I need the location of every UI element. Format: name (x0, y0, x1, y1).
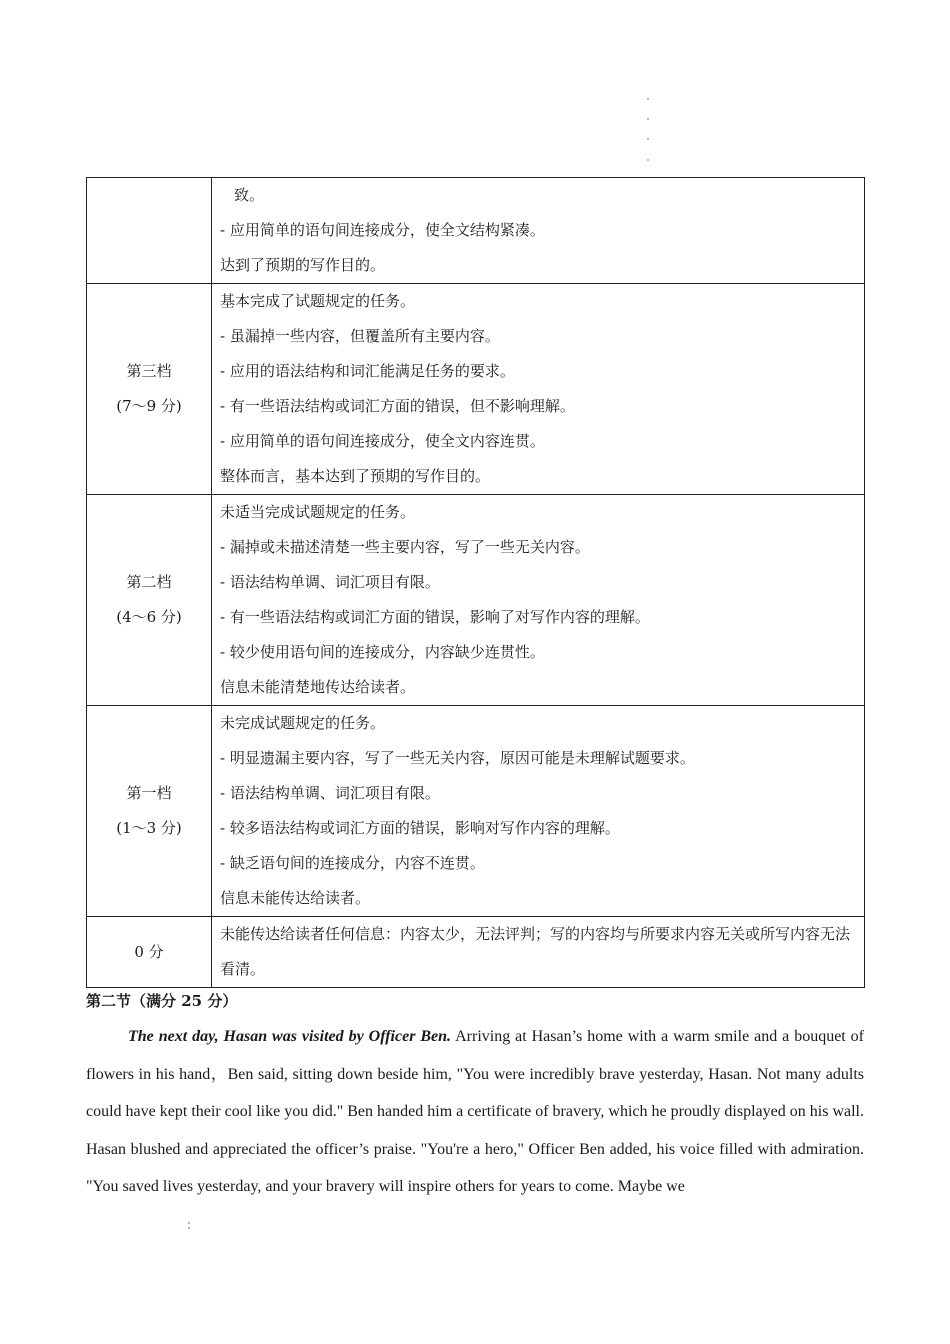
criteria-line: - 语法结构单调、词汇项目有限。 (220, 784, 440, 802)
criteria-line: 信息未能传达给读者。 (220, 889, 371, 907)
criteria-line: 基本完成了试题规定的任务。 (220, 292, 416, 310)
grade-cell (87, 284, 212, 495)
criteria-cell (212, 706, 865, 917)
criteria-line: 整体而言，基本达到了预期的写作目的。 (220, 467, 491, 485)
scan-mark (647, 118, 649, 120)
rubric-row-level-3 (87, 284, 865, 495)
grade-score-range: (1～3 分) (116, 819, 182, 837)
criteria-line: - 语法结构单调、词汇项目有限。 (220, 573, 440, 591)
grade-label: 0 分 (134, 942, 164, 961)
criteria-cell (212, 917, 865, 988)
criteria-cell (212, 495, 865, 706)
criteria-line: 未完成试题规定的任务。 (220, 714, 386, 732)
rubric-row-level-2 (87, 495, 865, 706)
scan-mark (188, 1227, 190, 1229)
story-body-text: Arriving at Hasan’s home with a warm smile and a bouquet of flowers in his hand，Ben said, sitting down beside him, "You were incredibly brave yesterday, Hasan. Not many adults could have kept their cool like you did." Ben handed him a certificate of bravery, which he proudly displayed on his wall. Hasan blushed and appreciated the officer’s praise. "You're a hero," Officer Ben added, his voice filled with admiration. "You saved lives yesterday, and your bravery will inspire others for years to come. Maybe we (86, 1028, 865, 1195)
story-paragraph (86, 1018, 864, 1206)
criteria-line: - 较多语法结构或词汇方面的错误，影响对写作内容的理解。 (220, 819, 620, 837)
grade-label: 第二档 (126, 573, 172, 591)
criteria-line: - 虽漏掉一些内容，但覆盖所有主要内容。 (220, 327, 500, 345)
criteria-line: - 明显遗漏主要内容，写了一些无关内容，原因可能是未理解试题要求。 (220, 749, 695, 767)
grade-score-range: (4～6 分) (116, 608, 182, 626)
criteria-line: - 缺乏语句间的连接成分，内容不连贯。 (220, 854, 485, 872)
section-title: 第二节（满分 25 分） (86, 992, 238, 1010)
criteria-line: 信息未能清楚地传达给读者。 (220, 678, 416, 696)
criteria-line: 达到了预期的写作目的。 (220, 256, 386, 274)
rubric-row-continuation (87, 178, 865, 284)
grade-label: 第一档 (126, 784, 172, 802)
scan-mark (647, 138, 649, 140)
criteria-line: 致。 (234, 186, 265, 204)
criteria-line: - 应用的语法结构和词汇能满足任务的要求。 (220, 362, 515, 380)
scan-mark (647, 98, 649, 100)
rubric-row-level-0 (87, 917, 865, 988)
criteria-cell (212, 178, 865, 284)
criteria-line: - 有一些语法结构或词汇方面的错误，但不影响理解。 (220, 397, 575, 415)
criteria-cell (212, 284, 865, 495)
scan-mark (188, 1222, 190, 1224)
criteria-line: - 应用简单的语句间连接成分，使全文内容连贯。 (220, 432, 545, 450)
grade-cell (87, 706, 212, 917)
criteria-line: - 应用简单的语句间连接成分，使全文结构紧凑。 (220, 221, 545, 239)
story-lead-sentence: The next day, Hasan was visited by Officer Ben. (128, 1028, 452, 1045)
criteria-line: 未适当完成试题规定的任务。 (220, 503, 416, 521)
grade-cell (87, 178, 212, 284)
grade-cell (87, 917, 212, 988)
scoring-rubric-table (86, 177, 865, 988)
grade-score-range: (7～9 分) (116, 397, 182, 415)
criteria-line: - 漏掉或未描述清楚一些主要内容，写了一些无关内容。 (220, 538, 590, 556)
criteria-line: - 较少使用语句间的连接成分，内容缺少连贯性。 (220, 643, 545, 661)
criteria-line: 未能传达给读者任何信息：内容太少，无法评判；写的内容均与所要求内容无关或所写内容无法看清。 (220, 925, 851, 978)
rubric-row-level-1 (87, 706, 865, 917)
scan-mark (647, 159, 649, 161)
criteria-line: - 有一些语法结构或词汇方面的错误，影响了对写作内容的理解。 (220, 608, 650, 626)
grade-label: 第三档 (126, 362, 172, 380)
grade-cell (87, 495, 212, 706)
